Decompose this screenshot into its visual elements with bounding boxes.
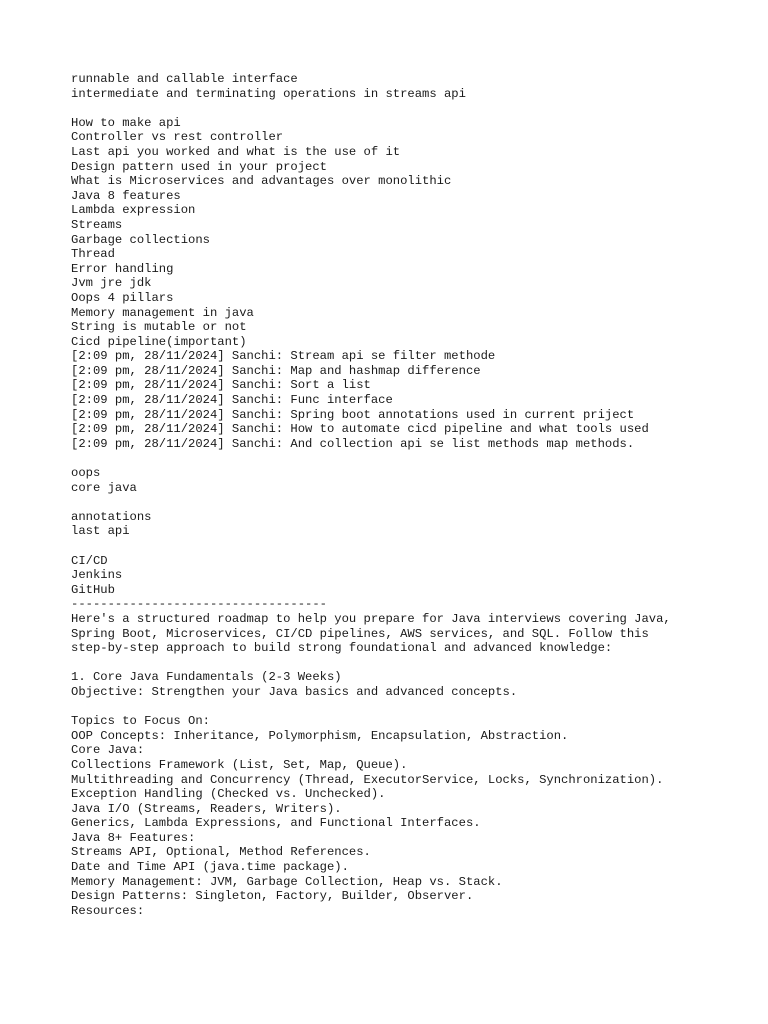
- text-line: Java 8+ Features:: [71, 830, 196, 845]
- text-line: [2:09 pm, 28/11/2024] Sanchi: Func interface: [71, 393, 393, 408]
- text-line: Core Java:: [71, 743, 145, 758]
- blank-line: [71, 656, 761, 671]
- text-line: What is Microservices and advantages over monolithic: [71, 174, 452, 189]
- text-line: Streams: [71, 217, 123, 232]
- text-line: [2:09 pm, 28/11/2024] Sanchi: Map and hashmap difference: [71, 363, 481, 378]
- text-line: Oops 4 pillars: [71, 290, 174, 305]
- text-line: Streams API, Optional, Method References.: [71, 845, 371, 860]
- blank-line: [71, 539, 761, 554]
- blank-line: [71, 495, 761, 510]
- text-line: String is mutable or not: [71, 320, 247, 335]
- text-line: Date and Time API (java.time package).: [71, 860, 349, 875]
- text-line: [2:09 pm, 28/11/2024] Sanchi: Spring boot annotations used in current priject: [71, 407, 635, 422]
- text-line: Last api you worked and what is the use of it: [71, 144, 401, 159]
- text-line: Thread: [71, 247, 115, 262]
- text-line: Here's a structured roadmap to help you prepare for Java interviews covering Java,: [71, 611, 671, 626]
- text-line: Multithreading and Concurrency (Thread, ExecutorService, Locks, Synchronization).: [71, 772, 664, 787]
- text-line: oops: [71, 466, 101, 481]
- text-line: Design pattern used in your project: [71, 159, 327, 174]
- blank-line: [71, 101, 761, 116]
- text-line: Spring Boot, Microservices, CI/CD pipelines, AWS services, and SQL. Follow this: [71, 626, 649, 641]
- text-line: intermediate and terminating operations in streams api: [71, 86, 466, 101]
- text-line: Topics to Focus On:: [71, 714, 210, 729]
- text-line: [2:09 pm, 28/11/2024] Sanchi: Sort a list: [71, 378, 371, 393]
- text-line: GitHub: [71, 582, 115, 597]
- text-line: Design Patterns: Singleton, Factory, Builder, Observer.: [71, 889, 474, 904]
- text-line: Jvm jre jdk: [71, 276, 152, 291]
- text-line: Memory Management: JVM, Garbage Collection, Heap vs. Stack.: [71, 874, 503, 889]
- text-line: Resources:: [71, 903, 145, 918]
- text-line: Java 8 features: [71, 188, 181, 203]
- text-line: Cicd pipeline(important): [71, 334, 247, 349]
- text-line: Exception Handling (Checked vs. Unchecked).: [71, 787, 386, 802]
- text-line: step-by-step approach to build strong foundational and advanced knowledge:: [71, 641, 613, 656]
- text-line: [2:09 pm, 28/11/2024] Sanchi: And collection api se list methods map methods.: [71, 436, 635, 451]
- text-line: core java: [71, 480, 137, 495]
- text-line: Error handling: [71, 261, 174, 276]
- text-line: Controller vs rest controller: [71, 130, 284, 145]
- text-line: OOP Concepts: Inheritance, Polymorphism, Encapsulation, Abstraction.: [71, 728, 569, 743]
- text-line: Jenkins: [71, 568, 123, 583]
- text-line: Memory management in java: [71, 305, 254, 320]
- text-line: Generics, Lambda Expressions, and Functional Interfaces.: [71, 816, 481, 831]
- text-line: Garbage collections: [71, 232, 210, 247]
- text-line: CI/CD: [71, 553, 108, 568]
- text-line: [2:09 pm, 28/11/2024] Sanchi: How to automate cicd pipeline and what tools used: [71, 422, 649, 437]
- text-line: Objective: Strengthen your Java basics and advanced concepts.: [71, 684, 518, 699]
- text-line: 1. Core Java Fundamentals (2-3 Weeks): [71, 670, 342, 685]
- text-line: Lambda expression: [71, 203, 196, 218]
- text-line: Collections Framework (List, Set, Map, Queue).: [71, 757, 408, 772]
- blank-line: [71, 451, 761, 466]
- text-line: -----------------------------------: [71, 597, 327, 612]
- blank-line: [71, 700, 761, 715]
- text-line: annotations: [71, 509, 152, 524]
- text-line: runnable and callable interface: [71, 72, 298, 86]
- text-line: last api: [71, 524, 130, 539]
- text-line: Java I/O (Streams, Readers, Writers).: [71, 801, 342, 816]
- text-line: How to make api: [71, 115, 181, 130]
- document-page: [71, 72, 761, 918]
- text-line: [2:09 pm, 28/11/2024] Sanchi: Stream api se filter methode: [71, 349, 496, 364]
